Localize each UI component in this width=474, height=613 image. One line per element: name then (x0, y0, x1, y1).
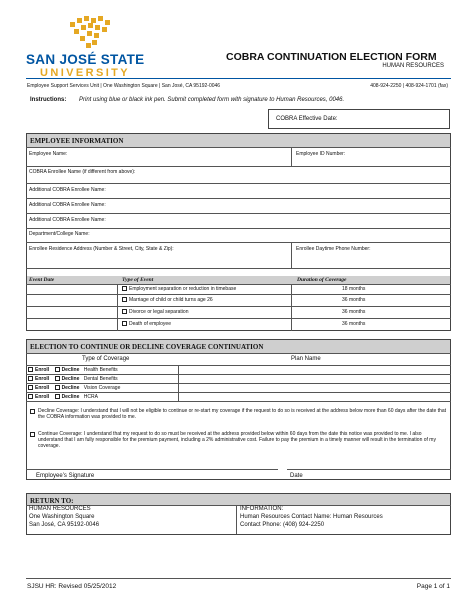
return-to-heading: RETURN TO: (30, 497, 74, 505)
cobra-effective-date-label: COBRA Effective Date: (276, 116, 338, 122)
event-type-label: Marriage of child or child turns age 26 (129, 297, 213, 303)
return-address-line1: HUMAN RESOURCES (29, 506, 91, 512)
page-number: Page 1 of 1 (416, 583, 450, 590)
event-row[interactable] (122, 321, 171, 327)
instructions-text: Print using blue or black ink pen. Submit completed form with signature to Human Resources, 0046. (79, 97, 345, 103)
employee-information-heading-bar (27, 134, 450, 147)
enroll-label: Enroll (35, 367, 50, 373)
additional-enrollee-3-field[interactable] (29, 217, 449, 227)
department-college-field[interactable] (29, 231, 449, 241)
event-duration: 36 months (342, 297, 366, 303)
university-name-line2: UNIVERSITY (40, 67, 131, 79)
continue-coverage-option[interactable] (30, 431, 446, 449)
election-heading: ELECTION TO CONTINUE OR DECLINE COVERAGE CONTINUATION (30, 343, 264, 351)
information-label: INFORMATION: (240, 506, 284, 512)
additional-enrollee-2-field[interactable] (29, 202, 449, 212)
event-checkbox-icon[interactable] (122, 309, 127, 314)
election-heading-bar (27, 340, 450, 353)
contact-name: Human Resources Contact Name: Human Resources (240, 514, 383, 520)
cobra-effective-date-field[interactable] (268, 109, 450, 129)
department-label: HUMAN RESOURCES (382, 63, 444, 69)
enroll-checkbox-icon[interactable] (28, 367, 33, 372)
coverage-row[interactable] (28, 376, 118, 382)
instructions-label: Instructions: (30, 97, 67, 103)
employee-id-label: Employee ID Number: (296, 151, 346, 157)
additional-enrollee-2-label: Additional COBRA Enrollee Name: (29, 202, 106, 208)
return-address-line2: One Washington Square (29, 514, 95, 520)
enroll-label: Enroll (35, 376, 50, 382)
department-college-label: Department/College Name: (29, 231, 90, 237)
event-checkbox-icon[interactable] (122, 321, 127, 326)
employee-id-field[interactable] (296, 151, 446, 165)
continue-coverage-text: Continue Coverage: I understand that my request to do so must be received at the address provided below within 60 days from the date this notice was provided to me. I also understand that I am fully responsible for the premium payment, including a 2% administrative cost. Failure to pay the premium in a timely manner will result in the termination of my coverage. (38, 431, 436, 449)
decline-label: Decline (61, 394, 80, 400)
decline-checkbox-icon[interactable] (55, 385, 60, 390)
event-duration: 18 months (342, 286, 366, 292)
university-name-line1: SAN JOSÉ STATE (26, 52, 145, 67)
form-title: COBRA CONTINUATION ELECTION FORM (226, 51, 437, 63)
event-date-field-4[interactable] (28, 319, 116, 330)
return-address-line3: San José, CA 95192-0046 (29, 522, 100, 528)
sjsu-logo (26, 16, 156, 78)
employee-information-heading: EMPLOYEE INFORMATION (30, 137, 124, 145)
residence-address-label: Enrollee Residence Address (Number & Street, City, State & Zip): (29, 246, 174, 252)
coverage-name: Dental Benefits (83, 376, 118, 382)
decline-checkbox-icon[interactable] (55, 394, 60, 399)
coverage-name: Health Benefits (83, 367, 118, 373)
coverage-name: HCRA (83, 394, 98, 400)
header-rule (26, 78, 451, 79)
enroll-checkbox-icon[interactable] (28, 376, 33, 381)
daytime-phone-field[interactable] (296, 246, 446, 266)
decline-label: Decline (61, 385, 80, 391)
date-line[interactable] (287, 469, 451, 470)
event-row[interactable] (122, 286, 236, 292)
event-type-label: Employment separation or reduction in timebase (129, 286, 237, 292)
coverage-row[interactable] (28, 367, 118, 373)
decline-coverage-checkbox-icon[interactable] (30, 409, 35, 414)
decline-coverage-text: Decline Coverage: I understand that I will not be eligible to continue or re-start my coverage if the request to do so is received at the address below more than 60 days after the date that the COBRA information was provided to me. (38, 408, 447, 420)
decline-coverage-option[interactable] (30, 408, 446, 420)
date-label: Date (290, 473, 303, 479)
coverage-row[interactable] (28, 385, 120, 391)
event-duration: 36 months (342, 321, 366, 327)
col-type-of-coverage: Type of Coverage (82, 356, 130, 362)
footer-rule (26, 578, 451, 579)
decline-checkbox-icon[interactable] (55, 376, 60, 381)
enroll-checkbox-icon[interactable] (28, 385, 33, 390)
revision-note: SJSU HR: Revised 05/25/2012 (27, 583, 117, 590)
plan-name-field-3[interactable] (180, 384, 448, 391)
additional-enrollee-1-field[interactable] (29, 187, 449, 197)
decline-checkbox-icon[interactable] (55, 367, 60, 372)
plan-name-field-4[interactable] (180, 393, 448, 400)
residence-address-field[interactable] (29, 246, 289, 266)
plan-name-field-1[interactable] (180, 366, 448, 373)
events-col-type: Type of Event (122, 277, 154, 283)
coverage-name: Vision Coverage (83, 385, 121, 391)
additional-enrollee-1-label: Additional COBRA Enrollee Name: (29, 187, 106, 193)
cobra-enrollee-name-field[interactable] (29, 169, 449, 182)
events-col-event-date: Event Date (29, 277, 55, 283)
col-plan-name: Plan Name (291, 356, 321, 362)
contact-phone: Contact Phone: (408) 924-2250 (240, 522, 325, 528)
event-date-field-3[interactable] (28, 307, 116, 317)
employee-name-field[interactable] (29, 151, 289, 165)
event-date-field-2[interactable] (28, 295, 116, 305)
cobra-enrollee-name-label: COBRA Enrollee Name (if different from above): (29, 169, 136, 175)
employee-name-label: Employee Name: (29, 151, 68, 157)
event-row[interactable] (122, 309, 188, 315)
event-checkbox-icon[interactable] (122, 297, 127, 302)
event-row[interactable] (122, 297, 213, 303)
coverage-row[interactable] (28, 394, 98, 400)
decline-label: Decline (61, 376, 80, 382)
enroll-checkbox-icon[interactable] (28, 394, 33, 399)
event-date-field-1[interactable] (28, 285, 116, 294)
enroll-label: Enroll (35, 394, 50, 400)
events-col-duration: Duration of Coverage (297, 277, 347, 283)
additional-enrollee-3-label: Additional COBRA Enrollee Name: (29, 217, 106, 223)
event-type-label: Death of employee (129, 321, 171, 327)
sjsu-logo-mark (70, 16, 114, 52)
continue-coverage-checkbox-icon[interactable] (30, 432, 35, 437)
enroll-label: Enroll (35, 385, 50, 391)
employee-signature-label: Employee’s Signature (36, 473, 95, 479)
plan-name-field-2[interactable] (180, 375, 448, 382)
event-type-label: Divorce or legal separation (129, 309, 189, 315)
phone-fax: 408-924-2250 | 408-924-1701 (fax) (370, 83, 448, 89)
events-header-bar (27, 276, 450, 284)
decline-label: Decline (61, 367, 80, 373)
daytime-phone-label: Enrollee Daytime Phone Number: (296, 246, 371, 252)
event-checkbox-icon[interactable] (122, 286, 127, 291)
event-duration: 36 months (342, 309, 366, 315)
signature-line[interactable] (26, 469, 278, 470)
unit-address: Employee Support Services Unit | One Washington Square | San José, CA 95192-0046 (27, 83, 221, 89)
